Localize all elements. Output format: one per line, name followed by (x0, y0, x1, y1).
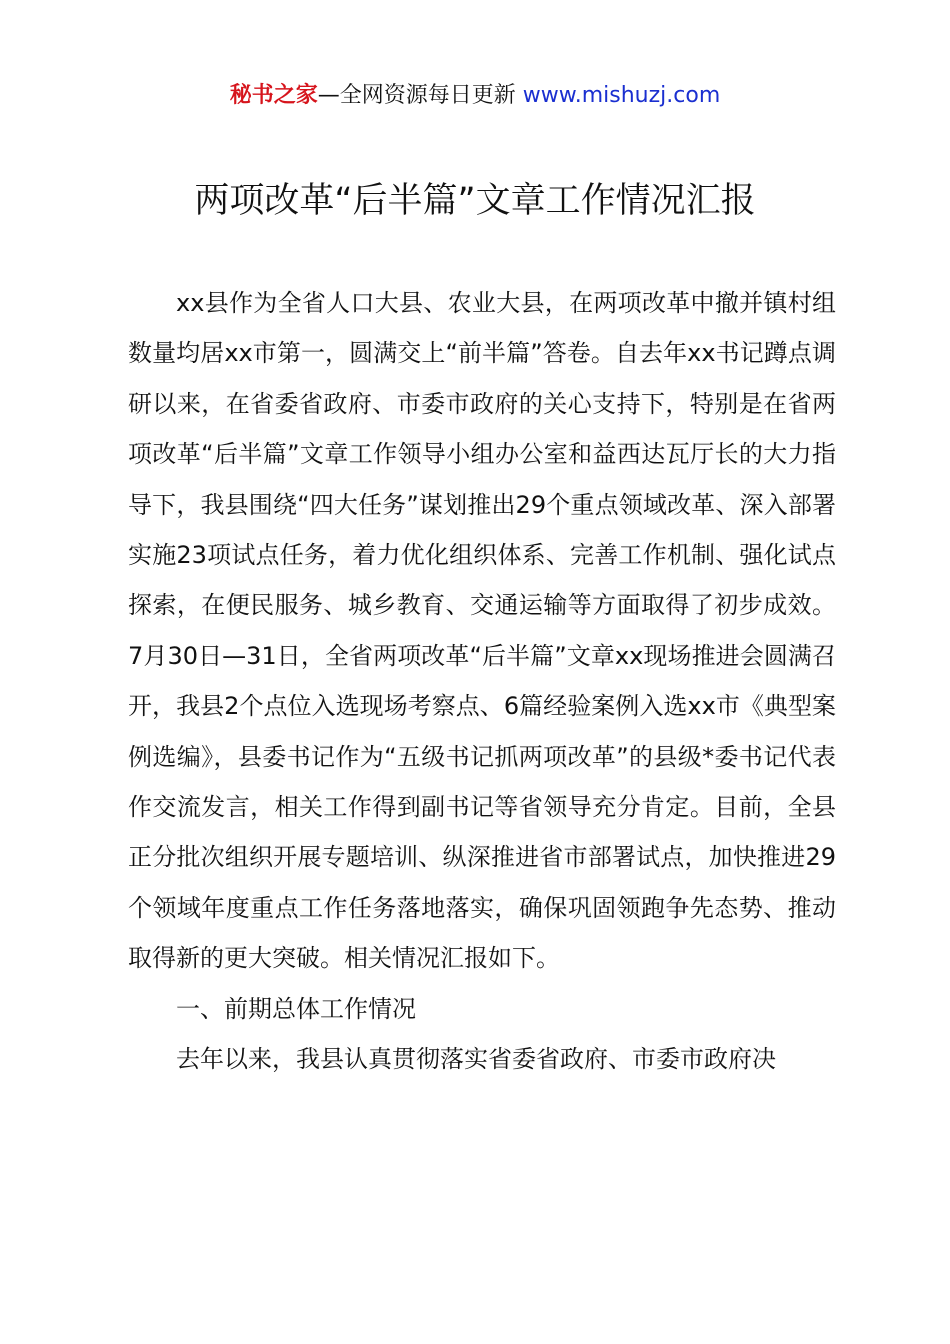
body-paragraph: xx县作为全省人口大县、农业大县，在两项改革中撤并镇村组数量均居xx市第一，圆满交上“前半篇”答卷。自去年xx书记蹲点调研以来，在省委省政府、市委市政府的关心支持下，特别是在省两项改革“后半篇”文章工作领导小组办公室和益西达瓦厅长的大力指导下，我县围绕“四大任务”谋划推出29个重点领域改革、深入部署实施23项试点任务，着力优化组织体系、完善工作机制、强化试点探索，在便民服务、城乡教育、交通运输等方面取得了初步成效。7月30日—31日，全省两项改革“后半篇”文章xx现场推进会圆满召开，我县2个点位入选现场考察点、6篇经验案例入选xx市《典型案例选编》，县委书记作为“五级书记抓两项改革”的县级*委书记代表作交流发言，相关工作得到副书记等省领导充分肯定。目前，全县正分批次组织开展专题培训、纵深推进省市部署试点，加快推进29个领域年度重点工作任务落地落实，确保巩固领跑争先态势、推动取得新的更大突破。相关情况汇报如下。 (128, 289, 836, 973)
document-title: 两项改革“后半篇”文章工作情况汇报 (194, 181, 756, 221)
site-tagline: —全网资源每日更新 (317, 83, 516, 108)
section-paragraph: 去年以来，我县认真贯彻落实省委省政府、市委市政府决 (176, 1045, 776, 1074)
site-url-link[interactable]: www.mishuzj.com (522, 83, 721, 108)
document-body (128, 278, 836, 1085)
site-header (0, 80, 950, 112)
site-brand: 秘书之家 (229, 83, 318, 108)
section-heading: 一、前期总体工作情况 (176, 994, 416, 1023)
